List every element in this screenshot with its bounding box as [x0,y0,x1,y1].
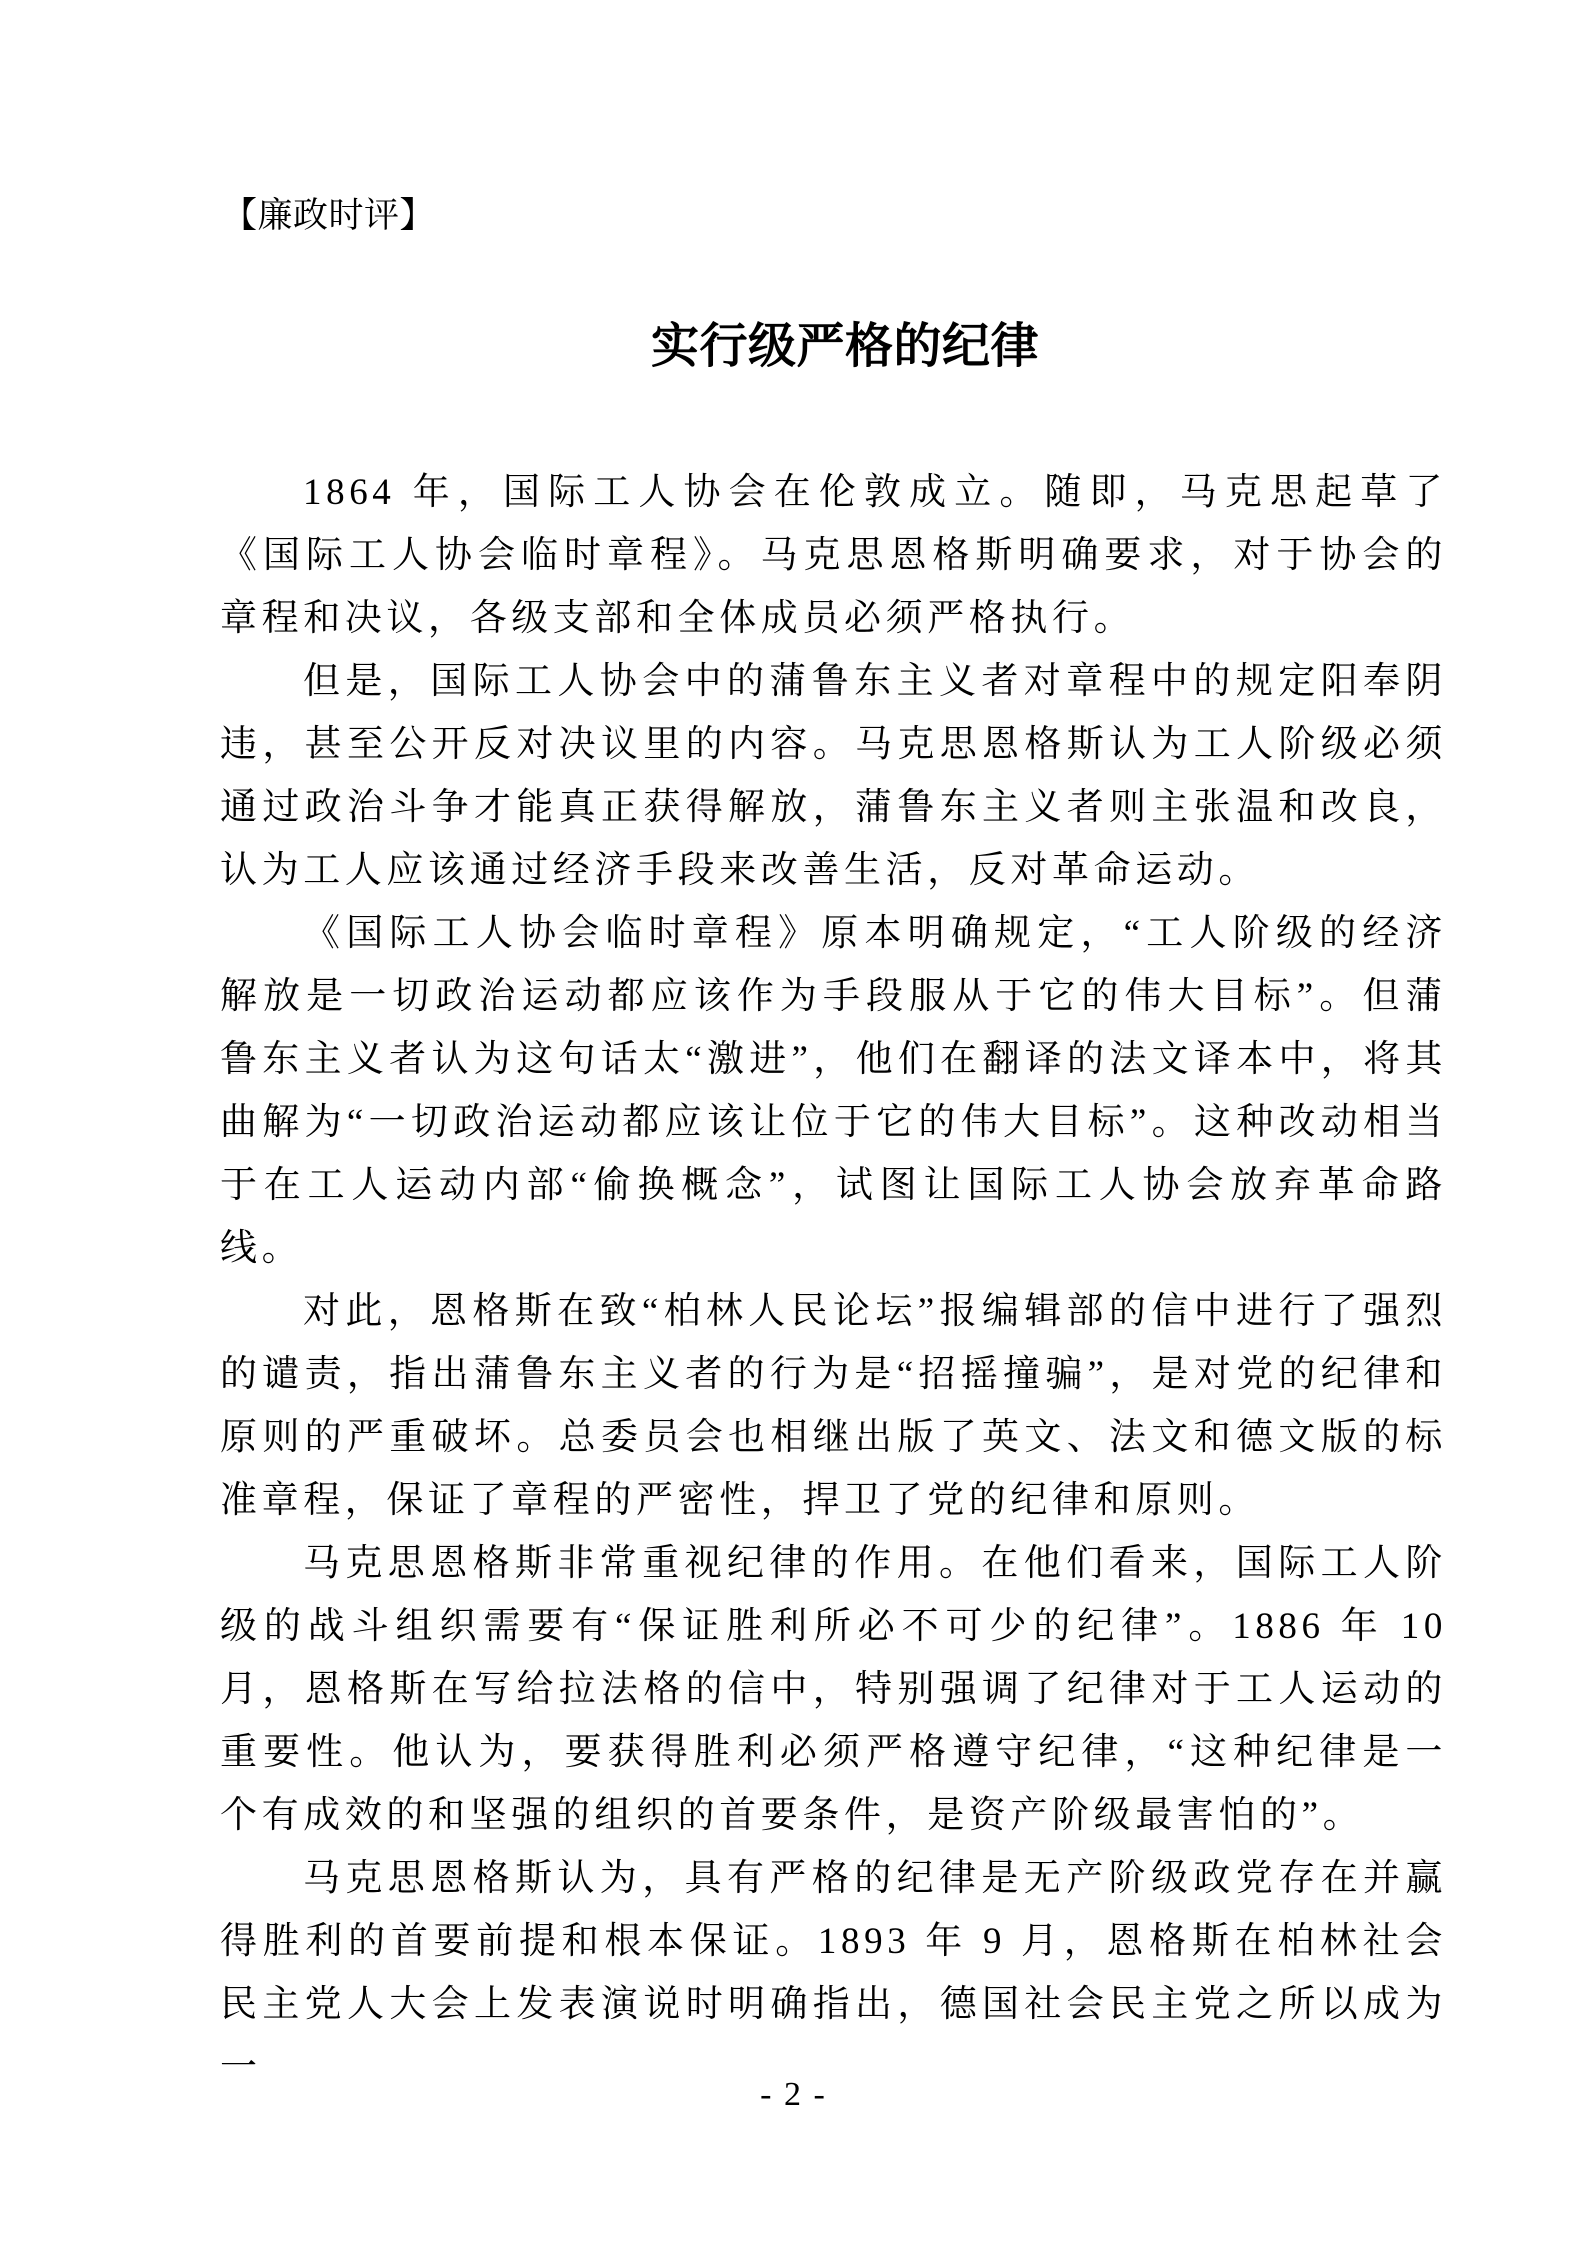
article-title: 实行级严格的纪律 [650,320,1039,373]
article-body [220,461,1447,2099]
page-number: - 2 - [760,2076,827,2113]
section-tag: 【廉政时评】 [222,196,436,235]
paragraph: 《国际工人协会临时章程》原本明确规定，“工人阶级的经济解放是一切政治运动都应该作为手段服从于它的伟大目标”。但蒲鲁东主义者认为这句话太“激进”，他们在翻译的法文译本中，将其曲解为“一切政治运动都应该让位于它的伟大目标”。这种改动相当于在工人运动内部“偷换概念”，试图让国际工人协会放弃革命路线。 [220,913,1447,1269]
paragraph: 对此，恩格斯在致“柏林人民论坛”报编辑部的信中进行了强烈的谴责，指出蒲鲁东主义者的行为是“招摇撞骗”，是对党的纪律和原则的严重破坏。总委员会也相继出版了英文、法文和德文版的标准章程，保证了章程的严密性，捍卫了党的纪律和原则。 [220,1291,1447,1521]
paragraph: 马克思恩格斯认为，具有严格的纪律是无产阶级政党存在并赢得胜利的首要前提和根本保证。1893 年 9 月，恩格斯在柏林社会民主党人大会上发表演说时明确指出，德国社会民主党之所以成为一 [220,1858,1447,2088]
paragraph: 1864 年，国际工人协会在伦敦成立。随即，马克思起草了《国际工人协会临时章程》。马克思恩格斯明确要求，对于协会的章程和决议，各级支部和全体成员必须严格执行。 [220,472,1447,639]
paragraph: 但是，国际工人协会中的蒲鲁东主义者对章程中的规定阳奉阴违，甚至公开反对决议里的内容。马克思恩格斯认为工人阶级必须通过政治斗争才能真正获得解放，蒲鲁东主义者则主张温和改良，认为工人应该通过经济手段来改善生活，反对革命运动。 [220,661,1447,891]
paragraph: 马克思恩格斯非常重视纪律的作用。在他们看来，国际工人阶级的战斗组织需要有“保证胜利所必不可少的纪律”。1886 年 10 月，恩格斯在写给拉法格的信中，特别强调了纪律对于工人运动的重要性。他认为，要获得胜利必须严格遵守纪律，“这种纪律是一个有成效的和坚强的组织的首要条件，是资产阶级最害怕的”。 [220,1543,1447,1836]
